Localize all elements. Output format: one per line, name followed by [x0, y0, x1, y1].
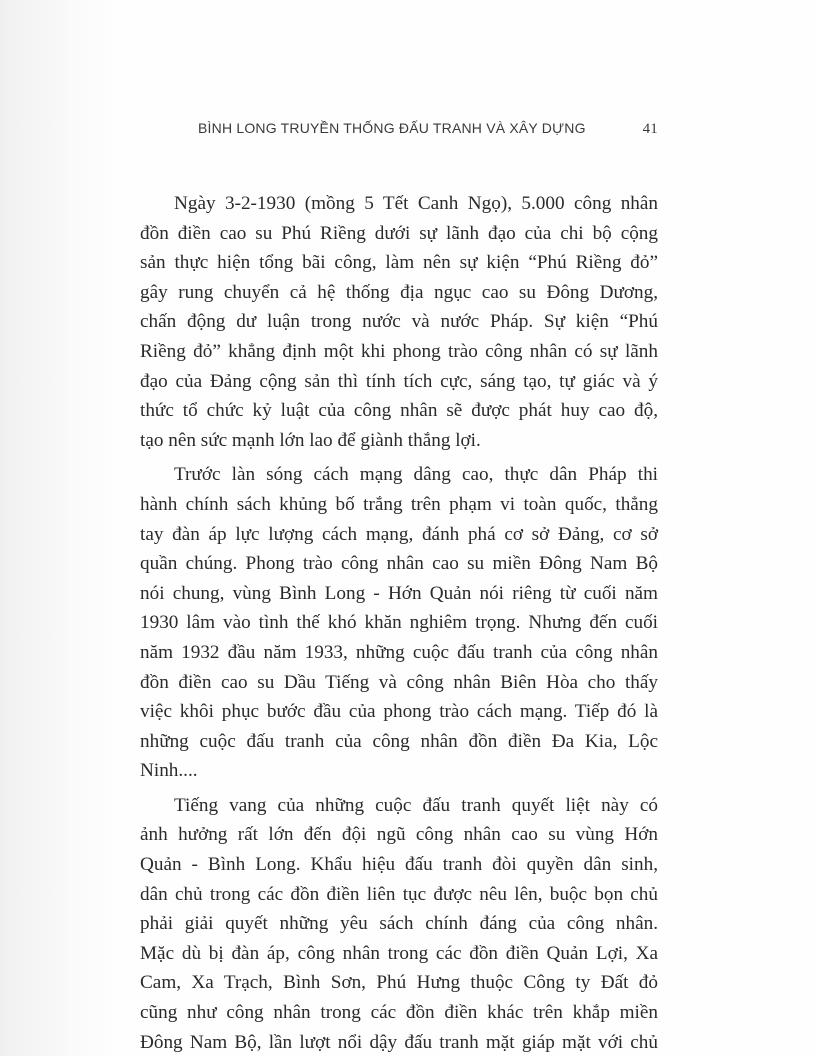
text-line: đồn điền cao su Phú Riềng dưới sự lãnh đạo của chi bộ cộng [140, 222, 658, 244]
text-line: Trước làn sóng cách mạng dâng cao, thực dân Pháp thi [174, 464, 658, 486]
scan-edge-shadow [0, 0, 120, 1056]
page-number: 41 [642, 121, 658, 137]
text-line: chấn động dư luận trong nước và nước Pháp. Sự kiện “Phú [140, 311, 658, 333]
text-line: việc khôi phục bước đầu của phong trào cách mạng. Tiếp đó là [140, 701, 658, 723]
text-line: Ninh.... [140, 760, 198, 782]
text-line: Riềng đỏ” khẳng định một khi phong trào công nhân có sự lãnh [140, 340, 658, 362]
text-line: dân chủ trong các đồn điền liên tục được nêu lên, buộc bọn chủ [140, 883, 658, 905]
text-line: thức tổ chức kỷ luật của công nhân sẽ được phát huy cao độ, [140, 400, 658, 422]
running-title: BÌNH LONG TRUYỀN THỐNG ĐẤU TRANH VÀ XÂY DỰNG [198, 120, 586, 136]
text-line: ảnh hưởng rất lớn đến đội ngũ công nhân cao su vùng Hớn [140, 824, 658, 846]
text-line: đồn điền cao su Dầu Tiếng và công nhân Biên Hòa cho thấy [140, 671, 658, 693]
paragraph [140, 189, 658, 455]
text-line: tay đàn áp lực lượng cách mạng, đánh phá cơ sở Đảng, cơ sở [140, 523, 658, 545]
text-line: quần chúng. Phong trào công nhân cao su miền Đông Nam Bộ [140, 553, 658, 575]
paragraph [140, 791, 658, 1057]
text-line: nói chung, vùng Bình Long - Hớn Quản nói riêng từ cuối năm [140, 582, 658, 604]
text-line: Đông Nam Bộ, lần lượt nổi dậy đấu tranh mặt giáp mặt với chủ [140, 1031, 658, 1053]
text-line: đạo của Đảng cộng sản thì tính tích cực, sáng tạo, tự giác và ý [140, 370, 658, 392]
text-line: Cam, Xa Trạch, Bình Sơn, Phú Hưng thuộc Công ty Đất đỏ [140, 972, 658, 994]
text-line: 1930 lâm vào tình thế khó khăn nghiêm trọng. Nhưng đến cuối [140, 612, 658, 634]
text-line: sản thực hiện tổng bãi công, làm nên sự kiện “Phú Riềng đỏ” [140, 252, 658, 274]
running-header [198, 120, 658, 138]
text-line: Quản - Bình Long. Khẩu hiệu đấu tranh đòi quyền dân sinh, [140, 854, 658, 876]
text-line: hành chính sách khủng bố trắng trên phạm vi toàn quốc, thẳng [140, 493, 658, 515]
text-line: năm 1932 đầu năm 1933, những cuộc đấu tranh của công nhân [140, 641, 658, 663]
text-line: Ngày 3-2-1930 (mồng 5 Tết Canh Ngọ), 5.000 công nhân [174, 193, 658, 214]
text-line: Tiếng vang của những cuộc đấu tranh quyết liệt này có [174, 794, 658, 816]
text-line: những cuộc đấu tranh của công nhân đồn điền Đa Kia, Lộc [140, 730, 658, 752]
text-line: cũng như công nhân trong các đồn điền khác trên khắp miền [140, 1002, 658, 1024]
text-line: phải giải quyết những yêu sách chính đáng của công nhân. [140, 913, 658, 935]
text-line: tạo nên sức mạnh lớn lao để giành thắng lợi. [140, 429, 481, 451]
body-text [140, 189, 658, 1062]
text-line: Mặc dù bị đàn áp, công nhân trong các đồn điền Quản Lợi, Xa [140, 942, 658, 964]
text-line: gây rung chuyển cả hệ thống địa ngục cao su Đông Dương, [140, 281, 658, 303]
paragraph [140, 460, 658, 786]
